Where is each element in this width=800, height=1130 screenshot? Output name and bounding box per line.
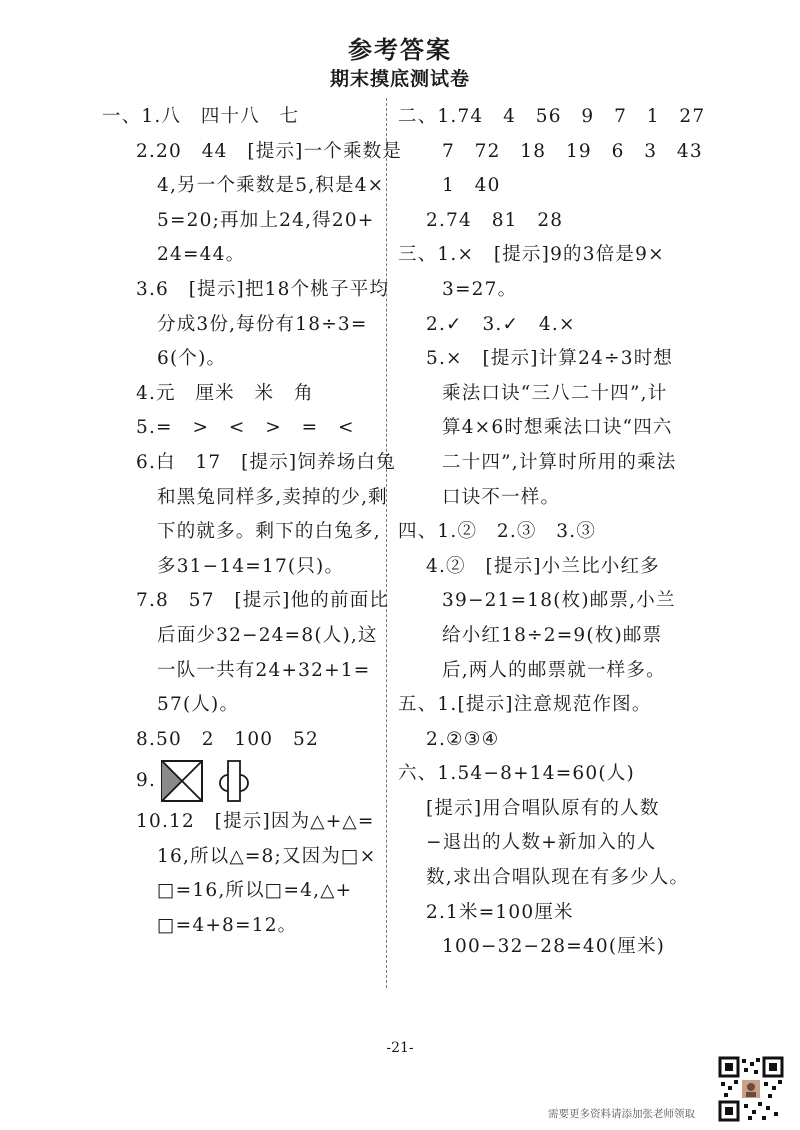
- answer-line: 2.74 81 28: [426, 209, 564, 231]
- answer-line: 和黑兔同样多,卖掉的少,剩: [157, 486, 388, 508]
- answer-line: 后面少32−24=8(人),这: [157, 624, 378, 646]
- answer-line: 口诀不一样。: [442, 486, 561, 508]
- q9-right-semicircle: [240, 775, 248, 791]
- page-subtitle: 期末摸底测试卷: [329, 68, 470, 90]
- answer-line: 8.50 2 100 52: [136, 728, 319, 750]
- answer-line: 2.✓ 3.✓ 4.×: [426, 313, 576, 335]
- answer-line: 6(个)。: [157, 348, 227, 370]
- answer-line: 2.20 44 [提示]一个乘数是: [136, 140, 403, 162]
- answer-line: 5.× [提示]计算24÷3时想: [426, 348, 674, 370]
- answer-line: 4.元 厘米 米 角: [136, 382, 314, 404]
- answer-line: □=4+8=12。: [157, 915, 298, 937]
- q9-drawing: [160, 759, 270, 803]
- column-divider: [386, 98, 387, 988]
- answer-line: [提示]用合唱队原有的人数: [426, 797, 660, 819]
- answer-line: −退出的人数+新加入的人: [426, 832, 657, 854]
- answer-line: 五、1.[提示]注意规范作图。: [398, 694, 652, 716]
- question-9-figures: [136, 759, 384, 803]
- right-column: [398, 100, 706, 965]
- answer-line: 三、1.× [提示]9的3倍是9×: [398, 244, 665, 266]
- page-title: 参考答案: [348, 35, 452, 64]
- answer-line: 2.②③④: [426, 728, 500, 750]
- answer-line: 二十四”,计算时所用的乘法: [442, 451, 677, 473]
- answer-line: 100−32−28=40(厘米): [442, 936, 666, 958]
- answer-line: 39−21=18(枚)邮票,小兰: [442, 590, 676, 612]
- answer-line: 六、1.54−8+14=60(人): [398, 763, 635, 785]
- answer-line: 数,求出合唱队现在有多少人。: [426, 867, 690, 889]
- answer-line: 3=27。: [442, 278, 518, 300]
- answer-line: 3.6 [提示]把18个桃子平均: [136, 278, 390, 300]
- q9-rectangle: [228, 761, 240, 801]
- answer-line: 四、1.② 2.③ 3.③: [398, 521, 597, 543]
- answer-line: 5.= > < > = <: [136, 417, 355, 439]
- answer-line: 24=44。: [157, 244, 246, 266]
- answer-line: 多31−14=17(只)。: [157, 555, 345, 577]
- answer-line: 一队一共有24+32+1=: [157, 659, 371, 681]
- answer-line: 9.: [136, 769, 157, 791]
- footer-note: 需要更多资料请添加张老师领取: [548, 1108, 695, 1120]
- page-number: -21-: [386, 1040, 414, 1056]
- answer-line: 6.白 17 [提示]饲养场白兔: [136, 451, 396, 473]
- q9-left-semicircle: [220, 775, 228, 791]
- answer-line: 2.1米=100厘米: [426, 901, 574, 923]
- answer-line: 一、1.八 四十八 七: [102, 106, 300, 127]
- answer-line: 后,两人的邮票就一样多。: [442, 659, 666, 681]
- answer-line: 二、1.74 4 56 9 7 1 27: [398, 106, 706, 127]
- answer-line: 57(人)。: [157, 694, 240, 716]
- answer-line: 给小红18÷2=9(枚)邮票: [442, 624, 663, 646]
- left-column: [102, 100, 403, 944]
- answer-line: 4.② [提示]小兰比小红多: [426, 555, 660, 577]
- answer-line: 1 40: [442, 175, 501, 197]
- answer-line: □=16,所以□=4,△+: [157, 880, 353, 902]
- answer-line: 10.12 [提示]因为△+△=: [136, 811, 375, 833]
- answer-line: 4,另一个乘数是5,积是4×: [157, 175, 385, 197]
- qr-code-icon: [718, 1056, 784, 1122]
- answer-line: 下的就多。剩下的白兔多,: [157, 521, 381, 543]
- answer-line: 7.8 57 [提示]他的前面比: [136, 590, 390, 612]
- answer-line: 算4×6时想乘法口诀“四六: [442, 417, 673, 439]
- answer-line: 5=20;再加上24,得20+: [157, 209, 375, 231]
- answer-line: 7 72 18 19 6 3 43: [442, 140, 703, 162]
- answer-line: 16,所以△=8;又因为□×: [157, 845, 377, 867]
- answer-line: 分成3份,每份有18÷3=: [157, 313, 368, 335]
- answer-line: 乘法口诀“三八二十四”,计: [442, 382, 668, 404]
- q9-shaded-triangle: [162, 761, 182, 801]
